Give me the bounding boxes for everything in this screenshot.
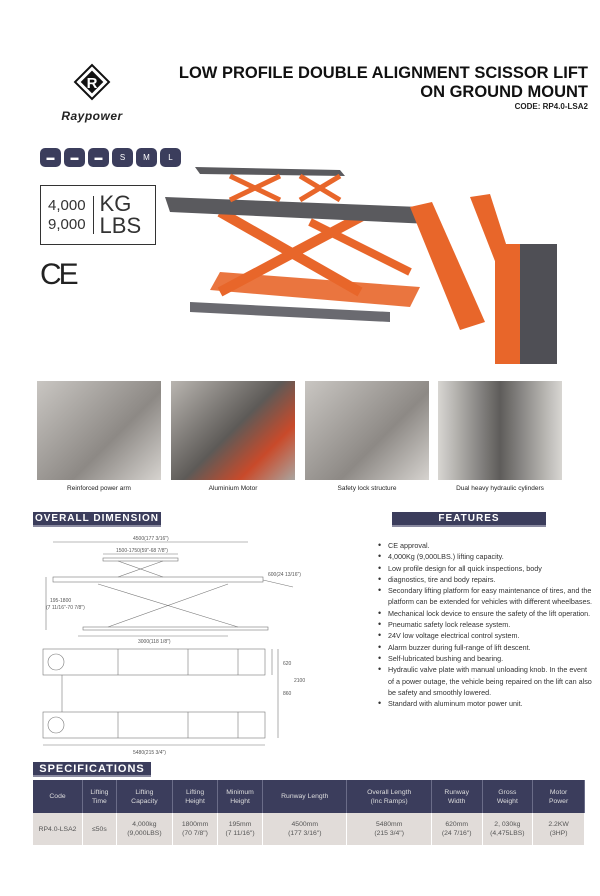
column-header bbox=[533, 780, 585, 813]
capacity-box bbox=[40, 185, 156, 245]
table-cell bbox=[83, 813, 117, 845]
header-text: Time bbox=[91, 797, 107, 805]
column-header bbox=[173, 780, 218, 813]
cell-text: 620mm bbox=[445, 821, 469, 828]
header-text: Lifting bbox=[135, 788, 154, 796]
feature-item: • Mechanical lock device to ensure the safety of the lift operation. bbox=[378, 608, 593, 619]
dim-runway-width: 620 bbox=[283, 661, 292, 667]
brand-logo bbox=[52, 62, 132, 123]
header-text: Weight bbox=[496, 797, 518, 805]
van-m-icon: M bbox=[136, 148, 157, 167]
header-text: Width bbox=[448, 797, 466, 805]
cell-text: (215 3/4") bbox=[374, 830, 404, 837]
cell-text: (24 7/16") bbox=[441, 830, 472, 837]
table-cell bbox=[482, 813, 533, 845]
column-header bbox=[116, 780, 172, 813]
feature-item: • diagnostics, tire and body repairs. bbox=[378, 574, 593, 585]
photo-caption: Safety lock structure bbox=[337, 485, 397, 492]
page-title: LOW PROFILE DOUBLE ALIGNMENT SCISSOR LIFT ON GROUND MOUNT bbox=[178, 64, 588, 101]
header-text: Minimum bbox=[226, 788, 254, 796]
photo-hydraulic-cylinders bbox=[438, 381, 562, 480]
table-cell bbox=[33, 813, 83, 845]
unit-kg: KG bbox=[99, 191, 132, 216]
dim-width-total: 2100 bbox=[294, 678, 306, 684]
column-header bbox=[347, 780, 431, 813]
capacity-kg: 4,000 bbox=[48, 197, 86, 214]
cell-text: (177 3/16") bbox=[288, 830, 322, 837]
table-cell bbox=[116, 813, 172, 845]
van-l-icon: L bbox=[160, 148, 181, 167]
table-header-row bbox=[33, 780, 585, 813]
cell-text: (7 11/16") bbox=[225, 830, 255, 837]
cell-text: ≤50s bbox=[92, 825, 107, 833]
header-text: Overall Length bbox=[367, 788, 412, 796]
header-text: Power bbox=[548, 797, 569, 805]
column-header bbox=[263, 780, 347, 813]
cell-text: RP4.0-LSA2 bbox=[38, 825, 77, 833]
photo-safety-lock bbox=[305, 381, 429, 480]
overall-dimension-heading: OVERALL DIMENSION bbox=[33, 512, 161, 527]
cell-text: 195mm bbox=[228, 821, 252, 828]
photo-caption: Dual heavy hydraulic cylinders bbox=[456, 485, 544, 492]
unit-lbs: LBS bbox=[99, 213, 142, 238]
dimension-drawing bbox=[38, 532, 348, 757]
cell-text: (4,475LBS) bbox=[490, 830, 525, 837]
photo-motor bbox=[171, 381, 295, 480]
photo-power-arm bbox=[37, 381, 161, 480]
feature-item: • Alarm buzzer during full-range of lift descent. bbox=[378, 642, 593, 653]
dim-ramp: 600(24 13/16") bbox=[268, 572, 301, 578]
column-header bbox=[218, 780, 263, 813]
table-cell bbox=[347, 813, 431, 845]
header-text: Gross bbox=[498, 788, 517, 796]
sedan-icon: ▬ bbox=[40, 148, 61, 167]
header-text: Runway bbox=[444, 788, 469, 796]
feature-item: • 24V low voltage electrical control system. bbox=[378, 630, 593, 641]
photo-caption: Reinforced power arm bbox=[67, 485, 131, 492]
table-cell bbox=[218, 813, 263, 845]
cell-text: 2.2KW bbox=[548, 821, 569, 828]
feature-item: • CE approval. bbox=[378, 540, 593, 551]
feature-item: • 4,000Kg (9,000LBS.) lifting capacity. bbox=[378, 551, 593, 562]
cell-text: 2, 030kg bbox=[494, 821, 521, 828]
cell-text: (3HP) bbox=[549, 830, 568, 837]
photo-caption: Aluminium Motor bbox=[208, 485, 258, 492]
features-list bbox=[378, 540, 593, 709]
header-text: Height bbox=[185, 797, 205, 805]
dim-height-in: (7 11/16"-70 7/8") bbox=[46, 605, 85, 611]
table-cell bbox=[173, 813, 218, 845]
brand-name: Raypower bbox=[61, 109, 123, 123]
cell-text: 5480mm bbox=[375, 821, 403, 828]
ce-mark: CE bbox=[40, 258, 76, 291]
svg-text:R: R bbox=[86, 75, 98, 92]
features-heading: FEATURES bbox=[392, 512, 546, 527]
table-cell bbox=[533, 813, 585, 845]
specifications-table bbox=[33, 780, 585, 845]
column-header bbox=[33, 780, 83, 813]
feature-item: • Pneumatic safety lock release system. bbox=[378, 619, 593, 630]
table-cell bbox=[431, 813, 482, 845]
feature-item: • Hydraulic valve plate with manual unloading knob. In the event of a power outage, the vehicle being repaired on the lift can also be safety and smoothly lowered. bbox=[378, 664, 593, 698]
column-header bbox=[482, 780, 533, 813]
product-image bbox=[160, 162, 560, 374]
product-code: CODE: RP4.0-LSA2 bbox=[514, 102, 588, 111]
table-row bbox=[33, 813, 585, 845]
cell-text: (70 7/8") bbox=[182, 830, 208, 837]
suv-icon: ▬ bbox=[64, 148, 85, 167]
header-text: Code bbox=[49, 793, 66, 800]
wagon-icon: ▬ bbox=[88, 148, 109, 167]
cell-text: 1800mm bbox=[181, 821, 209, 828]
van-s-icon: S bbox=[112, 148, 133, 167]
logo-icon bbox=[72, 62, 112, 102]
dim-secondary: 1500-1750(59"-68 7/8") bbox=[116, 548, 168, 554]
dim-gap: 860 bbox=[283, 691, 292, 697]
column-header bbox=[431, 780, 482, 813]
cell-text: 4500mm bbox=[291, 821, 318, 828]
header-text: Capacity bbox=[131, 797, 158, 805]
capacity-lbs: 9,000 bbox=[48, 216, 86, 233]
dim-overall-top: 4500(177 3/16") bbox=[133, 536, 169, 542]
dim-height: 195-1800 bbox=[50, 598, 72, 604]
feature-item: • Low profile design for all quick inspections, body bbox=[378, 563, 593, 574]
header-text: Lifting bbox=[90, 788, 109, 796]
feature-item: • Secondary lifting platform for easy maintenance of tires, and the platform can be extended for vehicles with different wheelbases. bbox=[378, 585, 593, 608]
table-cell bbox=[263, 813, 347, 845]
header-text: Motor bbox=[549, 788, 568, 796]
header-text: (Inc Ramps) bbox=[370, 797, 408, 805]
column-header bbox=[83, 780, 117, 813]
feature-item: • Standard with aluminum motor power unit. bbox=[378, 698, 593, 709]
dim-base: 3000(118 1/8") bbox=[138, 639, 171, 645]
specifications-heading: SPECIFICATIONS bbox=[33, 762, 151, 777]
dim-total: 5480(215 3/4") bbox=[133, 750, 166, 756]
cell-text: 4,000kg bbox=[132, 821, 157, 828]
header-text: Height bbox=[230, 797, 250, 805]
header-text: Runway Length bbox=[281, 793, 329, 800]
header-text: Lifting bbox=[185, 788, 205, 796]
feature-item: • Self-lubricated bushing and bearing. bbox=[378, 653, 593, 664]
cell-text: (9,000LBS) bbox=[127, 830, 162, 837]
